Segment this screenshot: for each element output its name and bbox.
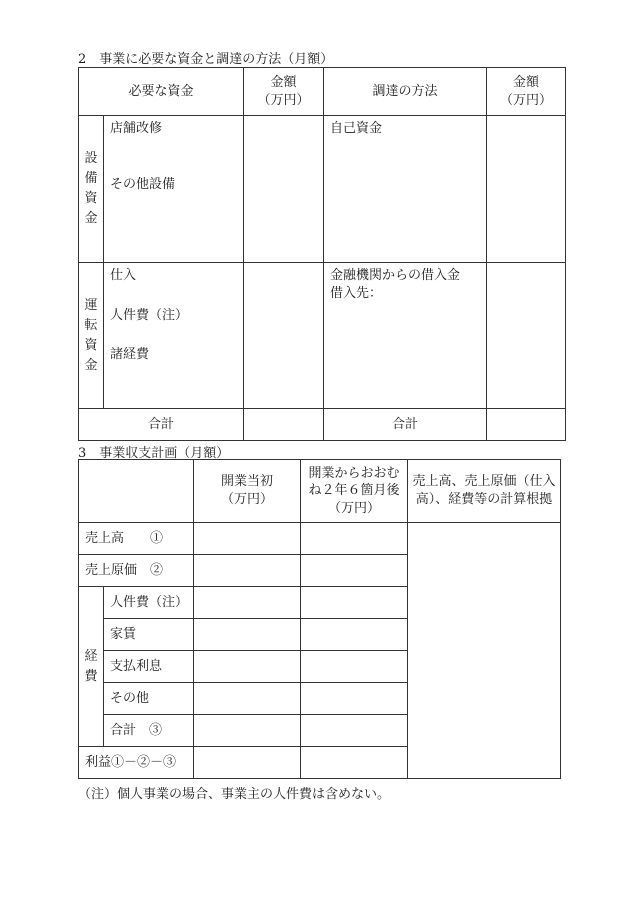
total-amount-right[interactable] [487, 409, 566, 441]
method-loan: 金融機関からの借入金 借入先： [324, 263, 487, 409]
section3-heading: 3 事業収支計画（月額） [78, 446, 230, 461]
total-label-left: 合計 [79, 409, 244, 441]
rent-start-cell[interactable] [194, 619, 301, 651]
expense-category: 経 費 [79, 587, 104, 747]
operating-items [104, 263, 244, 409]
interest-start-cell[interactable] [194, 651, 301, 683]
operating-category: 運 転 資 金 [79, 263, 104, 409]
header-start: 開業当初 （万円） [194, 460, 301, 523]
operating-amount-cell[interactable] [244, 263, 324, 409]
profit-start-cell[interactable] [194, 747, 301, 779]
funding-table [78, 67, 566, 441]
header-method: 調達の方法 [324, 68, 487, 116]
item-other-equipment: その他設備 [110, 176, 176, 192]
loan-amount-cell[interactable] [487, 263, 566, 409]
cost-start-cell[interactable] [194, 555, 301, 587]
personnel-start-cell[interactable] [194, 587, 301, 619]
rent-later-cell[interactable] [301, 619, 408, 651]
header-later: 開業からおおむ ね２年６箇月後 （万円） [301, 460, 408, 523]
header-amount: 金額 （万円） [244, 68, 324, 116]
row-profit-label: 利益①－②－③ [79, 747, 194, 779]
equipment-category: 設 備 資 金 [79, 116, 104, 263]
section2-heading: 2 事業に必要な資金と調達の方法（月額） [78, 52, 334, 67]
equipment-amount-cell[interactable] [244, 116, 324, 263]
sales-later-cell[interactable] [301, 523, 408, 555]
footnote: （注）個人事業の場合、事業主の人件費は含めない。 [78, 787, 391, 802]
income-plan-table [78, 459, 561, 779]
item-purchasing: 仕入 [110, 268, 137, 283]
basis-cell[interactable] [408, 523, 561, 779]
other-later-cell[interactable] [301, 683, 408, 715]
item-store-renovation: 店舗改修 [110, 121, 163, 136]
sales-start-cell[interactable] [194, 523, 301, 555]
subtotal-start-cell[interactable] [194, 715, 301, 747]
header-amount-2: 金額 （万円） [487, 68, 566, 116]
row-personnel-label: 人件費（注） [104, 587, 194, 619]
cost-later-cell[interactable] [301, 555, 408, 587]
row-subtotal-label: 合計 ③ [104, 715, 194, 747]
own-funds-amount-cell[interactable] [487, 116, 566, 263]
item-misc-expenses: 諸経費 [110, 347, 150, 363]
row-sales-label: 売上高 ① [79, 523, 194, 555]
header-basis: 売上高、売上原価（仕入 高）、経費等の計算根拠 [408, 460, 561, 523]
row-interest-label: 支払利息 [104, 651, 194, 683]
personnel-later-cell[interactable] [301, 587, 408, 619]
total-amount-left[interactable] [244, 409, 324, 441]
equipment-items [104, 116, 244, 263]
other-start-cell[interactable] [194, 683, 301, 715]
profit-later-cell[interactable] [301, 747, 408, 779]
method-own-funds: 自己資金 [324, 116, 487, 263]
header-needed-funds: 必要な資金 [79, 68, 244, 116]
subtotal-later-cell[interactable] [301, 715, 408, 747]
row-cost-label: 売上原価 ② [79, 555, 194, 587]
total-label-right: 合計 [324, 409, 487, 441]
header-blank [79, 460, 194, 523]
item-personnel: 人件費（注） [110, 307, 189, 323]
row-rent-label: 家賃 [104, 619, 194, 651]
row-other-label: その他 [104, 683, 194, 715]
interest-later-cell[interactable] [301, 651, 408, 683]
